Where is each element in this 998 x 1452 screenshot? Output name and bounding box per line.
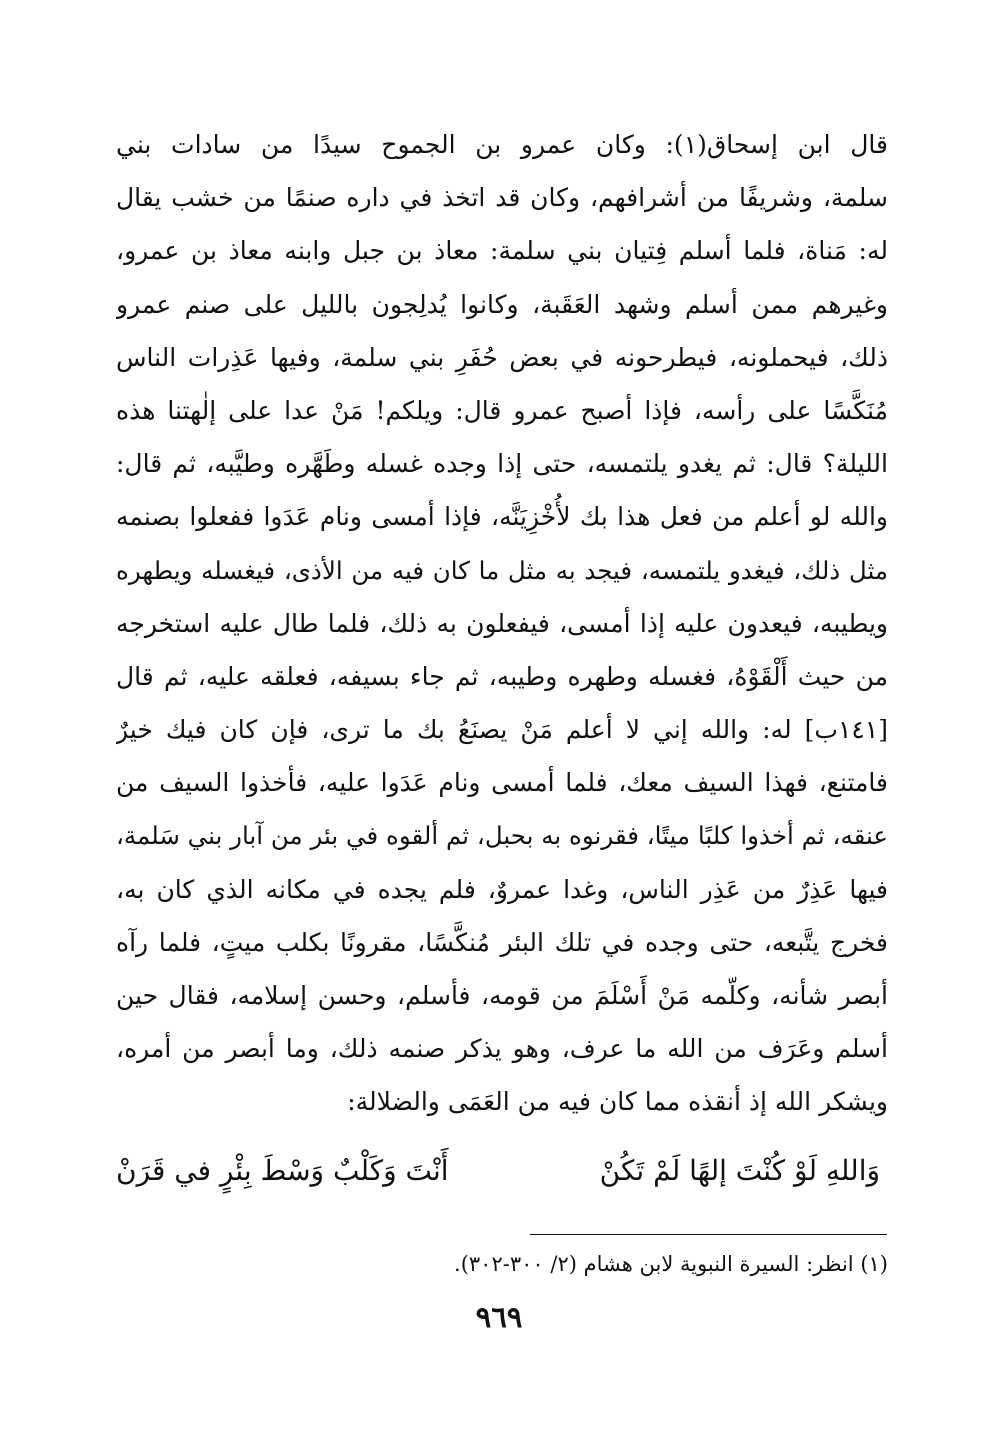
body-line: له: مَناة، فلما أسلم فِتيان بني سلمة: معاذ بن جبل وابنه معاذ بن عمرو،	[116, 236, 888, 266]
body-line: فامتنع، فهذا السيف معك، فلما أمسى ونام عَدَوا عليه، فأخذوا السيف من	[116, 768, 888, 798]
body-line: فخرج يتَّبعه، حتى وجده في تلك البئر مُنكَّسًا، مقرونًا بكلب ميتٍ، فلما رآه	[116, 927, 888, 957]
page-number: ٩٦٩	[475, 1300, 523, 1334]
body-line: وغيرهم ممن أسلم وشهد العَقَبة، وكانوا يُدلِجون بالليل على صنم عمرو	[116, 289, 888, 319]
footnote: (١) انظر: السيرة النبوية لابن هشام (٢/ ٣٠٠-٣٠٢).	[454, 1252, 888, 1276]
footnote-divider	[530, 1234, 887, 1235]
body-line: الليلة؟ قال: ثم يغدو يلتمسه، حتى إذا وجده غسله وطَهَّره وطيَّبه، ثم قال:	[116, 449, 888, 479]
body-line: ذلك، فيحملونه، فيطرحونه في بعض حُفَرِ بني سلمة، وفيها عَذِرات الناس	[116, 342, 888, 372]
body-line: مثل ذلك، فيغدو يلتمسه، فيجد به مثل ما كان فيه من الأذى، فيغسله ويطهره	[116, 555, 888, 585]
body-line: أسلم وعَرَف من الله ما عرف، وهو يذكر صنمه ذلك، وما أبصر من أمره،	[116, 1034, 888, 1064]
body-line: أبصر شأنه، وكلّمه مَنْ أَسْلَمَ من قومه، فأسلم، وحسن إسلامه، فقال حين	[116, 981, 888, 1010]
verse-second-hemistich: أَنْتَ وَكَلْبٌ وَسْطَ بِئْرٍ في قَرَنْ	[116, 1154, 449, 1187]
body-line: فيها عَذِرٌ من عَذِر الناس، وغدا عمروٌ، فلم يجده في مكانه الذي كان به،	[116, 874, 888, 904]
body-line: عنقه، ثم أخذوا كلبًا ميتًا، فقرنوه به بحبل، ثم ألقوه في بئر من آبار بني سَلمة،	[116, 821, 888, 851]
verse-first-hemistich: وَاللهِ لَوْ كُنْتَ إلهًا لَمْ تَكُنْ	[599, 1154, 880, 1187]
body-line: والله لو أعلم من فعل هذا بك لأُخْزِيَنَّه، فإذا أمسى ونام عَدَوا ففعلوا بصنمه	[116, 502, 888, 532]
poetry-verse	[116, 1142, 888, 1200]
body-line: مُنَكَّسًا على رأسه، فإذا أصبح عمرو قال: ويلكم! مَنْ عدا على إلٰهتنا هذه	[116, 395, 888, 425]
body-line: من حيث أَلْقَوْهُ، فغسله وطهره وطيبه، ثم جاء بسيفه، فعلقه عليه، ثم قال	[116, 661, 888, 691]
body-line: قال ابن إسحاق(١): وكان عمرو بن الجموح سيدًا من سادات بني	[116, 130, 888, 159]
body-line: ويطيبه، فيعدون عليه إذا أمسى، فيفعلون به ذلك، فلما طال عليه استخرجه	[116, 608, 888, 638]
body-line: سلمة، وشريفًا من أشرافهم، وكان قد اتخذ في داره صنمًا من خشب يقال	[116, 183, 888, 213]
body-line: ويشكر الله إذ أنقذه مما كان فيه من العَمَى والضلالة:	[347, 1087, 888, 1117]
main-text-block	[116, 118, 888, 1129]
body-line: [١٤١ب] له: والله إني لا أعلم مَنْ يصنَعُ بك ما ترى، فإن كان فيك خيرٌ	[116, 715, 888, 745]
